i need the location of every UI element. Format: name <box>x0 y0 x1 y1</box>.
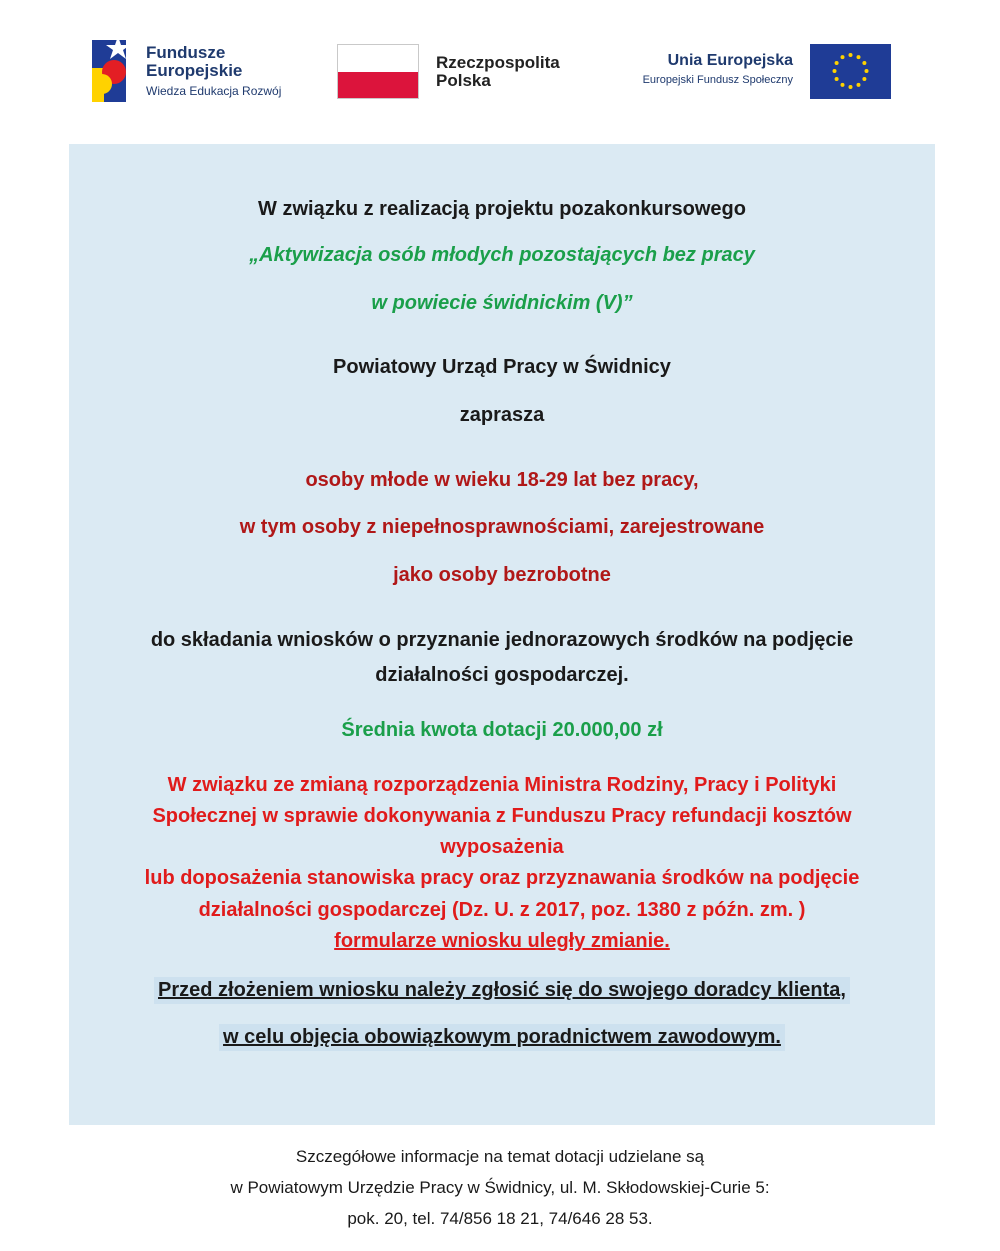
footer-line2: w Powiatowym Urzędzie Pracy w Świdnicy, ul. M. Skłodowskiej-Curie 5: <box>230 1178 770 1197</box>
regulation-change-line4: lub doposażenia stanowiska pracy oraz przyznawania środków na podjęcie <box>144 867 860 889</box>
polish-flag-icon <box>337 44 419 99</box>
advice-line2-wrap <box>69 1024 935 1051</box>
fe-logo-tagline: Wiedza Edukacja Rozwój <box>146 84 282 98</box>
project-title-line2: w powiecie świdnickim (V)” <box>371 292 633 314</box>
pl-logo-line1: Rzeczpospolita <box>436 53 560 72</box>
fundusze-europejskie-icon <box>92 34 132 106</box>
invites-text: zaprasza <box>459 404 545 426</box>
footer-contact: pok. 20, tel. 74/856 18 21, 74/646 28 53. <box>347 1209 653 1228</box>
target-group-line3: jako osoby bezrobotne <box>393 564 611 586</box>
project-title-line1: „Aktywizacja osób młodych pozostających bez pracy <box>249 244 755 266</box>
eu-logo-text <box>643 52 793 86</box>
eu-logo-line2: Europejski Fundusz Społeczny <box>642 74 793 86</box>
grant-amount: Średnia kwota dotacji 20.000,00 zł <box>341 719 663 741</box>
eu-flag-icon <box>810 44 891 99</box>
eu-logo-line1: Unia Europejska <box>667 52 793 69</box>
regulation-change-line2: Społecznej w sprawie dokonywania z Funduszu Pracy refundacji kosztów <box>152 805 852 827</box>
purpose-line2: działalności gospodarczej. <box>375 664 629 686</box>
regulation-change-line5: działalności gospodarczej (Dz. U. z 2017, poz. 1380 z późn. zm. ) <box>198 899 806 921</box>
advice-line2: w celu objęcia obowiązkowym poradnictwem zawodowym. <box>219 1024 785 1051</box>
intro-text: W związku z realizacją projektu pozakonkursowego <box>258 198 746 220</box>
fe-logo-line2: Europejskie <box>146 61 243 80</box>
pl-logo-line2: Polska <box>436 71 491 90</box>
fe-logo-line1: Fundusze <box>146 43 226 62</box>
advice-line1: Przed złożeniem wniosku należy zgłosić się do swojego doradcy klienta, <box>154 977 850 1004</box>
footer-line1: Szczegółowe informacje na temat dotacji udzielane są <box>295 1147 705 1166</box>
logo-bar <box>0 0 1000 140</box>
regulation-change-line1: W związku ze zmianą rozporządzenia Ministra Rodziny, Pracy i Polityki <box>167 774 837 796</box>
announcement-panel <box>69 144 935 1125</box>
target-group-line2: w tym osoby z niepełnosprawnościami, zarejestrowane <box>239 516 765 538</box>
target-group-line1: osoby młode w wieku 18-29 lat bez pracy, <box>305 469 699 491</box>
rzeczpospolita-logo-text <box>436 54 560 90</box>
fundusze-europejskie-logo <box>92 34 292 106</box>
regulation-change-line3: wyposażenia <box>440 836 564 858</box>
purpose-line1: do składania wniosków o przyznanie jednorazowych środków na podjęcie <box>150 629 854 651</box>
forms-changed-notice: formularze wniosku uległy zmianie. <box>334 930 670 952</box>
advice-line1-wrap <box>69 977 935 1004</box>
office-name: Powiatowy Urząd Pracy w Świdnicy <box>333 356 671 378</box>
